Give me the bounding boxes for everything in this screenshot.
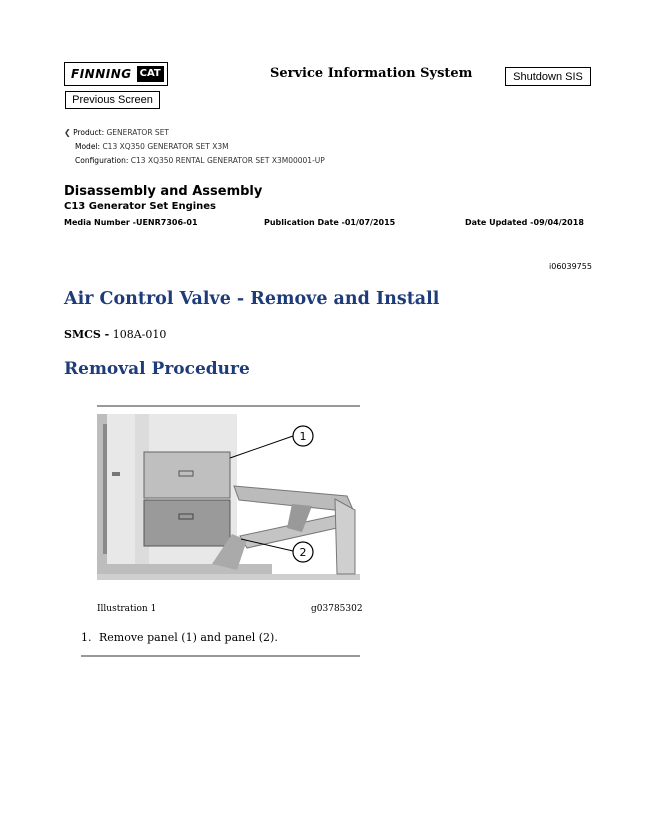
chevron-left-icon[interactable]: ❮: [64, 128, 71, 137]
date-updated: Date Updated -09/04/2018: [465, 218, 584, 227]
product-line: [64, 128, 169, 137]
document-id: i06039755: [549, 262, 592, 271]
media-number: Media Number -UENR7306-01: [64, 218, 198, 227]
section-title: Removal Procedure: [64, 359, 250, 379]
configuration-value: C13 XQ350 RENTAL GENERATOR SET X3M00001-UP: [130, 156, 325, 165]
smcs-value: 108A-010: [112, 328, 167, 341]
illustration-id: g03785302: [311, 604, 363, 614]
step-list-item: [81, 631, 278, 644]
page-title: Air Control Valve - Remove and Install: [64, 289, 440, 309]
illustration-image: [97, 414, 360, 584]
illustration-top-rule: [97, 405, 360, 407]
publication-date: Publication Date -01/07/2015: [264, 218, 396, 227]
shutdown-sis-button[interactable]: Shutdown SIS: [505, 67, 591, 86]
document-subheading: C13 Generator Set Engines: [64, 201, 217, 212]
configuration-label: Configuration:: [75, 156, 129, 165]
callout-1: 1: [299, 430, 307, 443]
smcs-label: SMCS -: [64, 328, 110, 341]
system-title: Service Information System: [270, 66, 473, 81]
model-label: Model:: [75, 142, 101, 151]
previous-screen-button[interactable]: Previous Screen: [65, 91, 160, 109]
callout-2: 2: [299, 546, 307, 559]
model-line: [75, 142, 229, 151]
finning-cat-logo: [64, 62, 168, 86]
smcs-code: [64, 328, 166, 341]
configuration-line: [75, 156, 325, 165]
step-number: 1.: [81, 631, 92, 644]
cat-badge: CAT: [137, 66, 164, 82]
illustration-label: Illustration 1: [97, 604, 157, 614]
finning-wordmark: FINNING: [71, 67, 132, 81]
step-text: Remove panel (1) and panel (2).: [99, 631, 278, 644]
document-heading: Disassembly and Assembly: [64, 184, 263, 199]
product-value: GENERATOR SET: [106, 128, 170, 137]
step-bottom-rule: [81, 655, 360, 657]
product-label: Product:: [73, 128, 105, 137]
model-value: C13 XQ350 GENERATOR SET X3M: [102, 142, 229, 151]
